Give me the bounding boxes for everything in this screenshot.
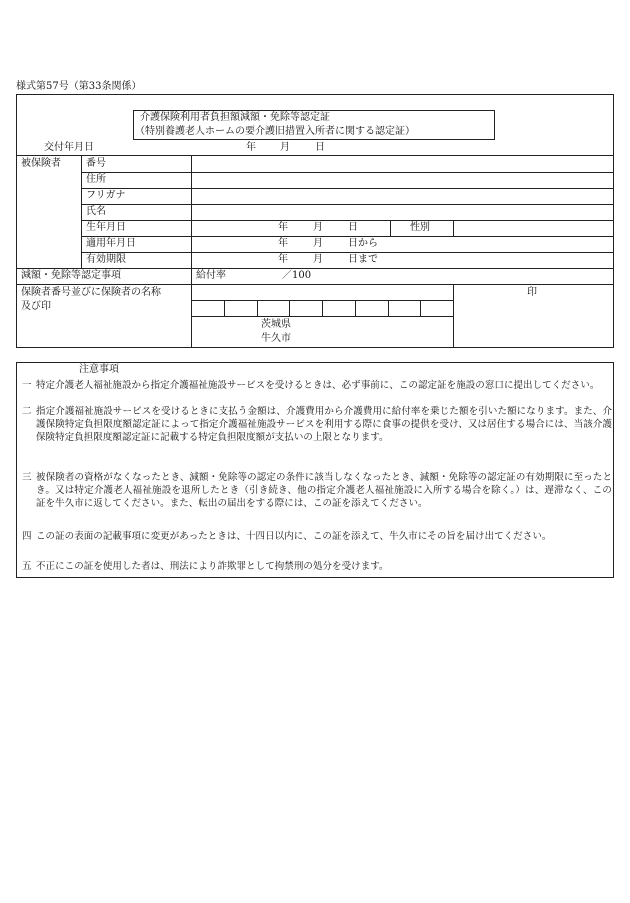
birth-day-unit: 日: [348, 222, 358, 233]
benefit-rate-value: ／100: [282, 270, 312, 281]
issue-day-unit: 日: [315, 142, 325, 153]
insured-number-label: 番号: [86, 158, 106, 169]
note-text: 被保険者の資格がなくなったとき、減額・免除等の認定の条件に該当しなくなったとき、減額・免除等の認定証の有効期限に至ったとき。又は特定介護老人福祉施設を退所したとき（引き続き、他の指定介護老人福祉施設に入所する場合を除く。）は、遅滞なく、この証を牛久市に返してください。また、転出の届出をする際には、この証を添えてください。: [36, 472, 612, 509]
form-subtitle: （特別養護老人ホームの要介護旧措置入所者に関する認定証）: [135, 126, 415, 137]
issue-date-label: 交付年月日: [44, 142, 94, 153]
furigana-label: フリガナ: [86, 190, 126, 201]
note-number: 二: [22, 406, 32, 417]
seal-label: 印: [527, 287, 537, 298]
note-item: [22, 560, 610, 573]
reduction-label: 減額・免除等認定事項: [21, 270, 121, 281]
form-number: 様式第57号（第33条関係）: [16, 81, 142, 92]
benefit-rate-label: 給付率: [196, 270, 226, 281]
note-number: 三: [22, 472, 32, 483]
note-text: この証の表面の記載事項に変更があったときは、十四日以内に、この証を添えて、牛久市にその旨を届け出てください。: [36, 531, 552, 542]
birth-month-unit: 月: [313, 222, 323, 233]
note-item: [22, 379, 610, 405]
insurer-prefecture: 茨城県: [261, 319, 291, 330]
issue-year-unit: 年: [246, 142, 256, 153]
note-item: [22, 530, 610, 556]
apply-year-unit: 年: [278, 238, 288, 249]
valid-month-unit: 月: [313, 254, 323, 265]
note-text: 特定介護老人福祉施設から指定介護福祉施設サービスを受けるときは、必ず事前に、この認定証を施設の窓口に提出してください。: [36, 380, 600, 391]
insurer-label-seal: 及び印: [21, 301, 51, 312]
insurer-label: 保険者番号並びに保険者の名称: [21, 287, 161, 298]
valid-year-unit: 年: [278, 254, 288, 265]
note-number: 四: [22, 531, 32, 542]
notes-heading: 注意事項: [79, 364, 119, 375]
insurer-city: 牛久市: [261, 333, 291, 344]
apply-date-label: 適用年月日: [86, 238, 136, 249]
note-text: 不正にこの証を使用した者は、刑法により詐欺罪として拘禁刑の処分を受けます。: [36, 561, 389, 572]
note-number: 五: [22, 561, 32, 572]
note-item: [22, 405, 610, 457]
apply-day-from: 日から: [348, 238, 378, 249]
issue-month-unit: 月: [280, 142, 290, 153]
valid-day-to: 日まで: [348, 254, 378, 265]
address-label: 住所: [86, 174, 106, 185]
apply-month-unit: 月: [313, 238, 323, 249]
name-label: 氏名: [86, 206, 106, 217]
note-text: 指定介護福祉施設サービスを受けるときに支払う金額は、介護費用から介護費用に給付率を乗じた額を引いた額になります。また、介護保険特定負担限度額認定証によって指定介護福祉施設サービスを利用する際に食事の提供を受け、又は居住する場合には、当該介護保険特定負担限度額認定証に記載する特定負担限度額が支払いの上限となります。: [36, 406, 612, 443]
form-title: 介護保険利用者負担額減額・免除等認定証: [140, 112, 330, 123]
gender-label: 性別: [410, 222, 430, 233]
birthdate-label: 生年月日: [86, 222, 126, 233]
insured-section-label: 被保険者: [21, 158, 61, 169]
birth-year-unit: 年: [278, 222, 288, 233]
valid-until-label: 有効期限: [86, 254, 126, 265]
note-number: 一: [22, 380, 32, 391]
note-item: [22, 471, 610, 523]
